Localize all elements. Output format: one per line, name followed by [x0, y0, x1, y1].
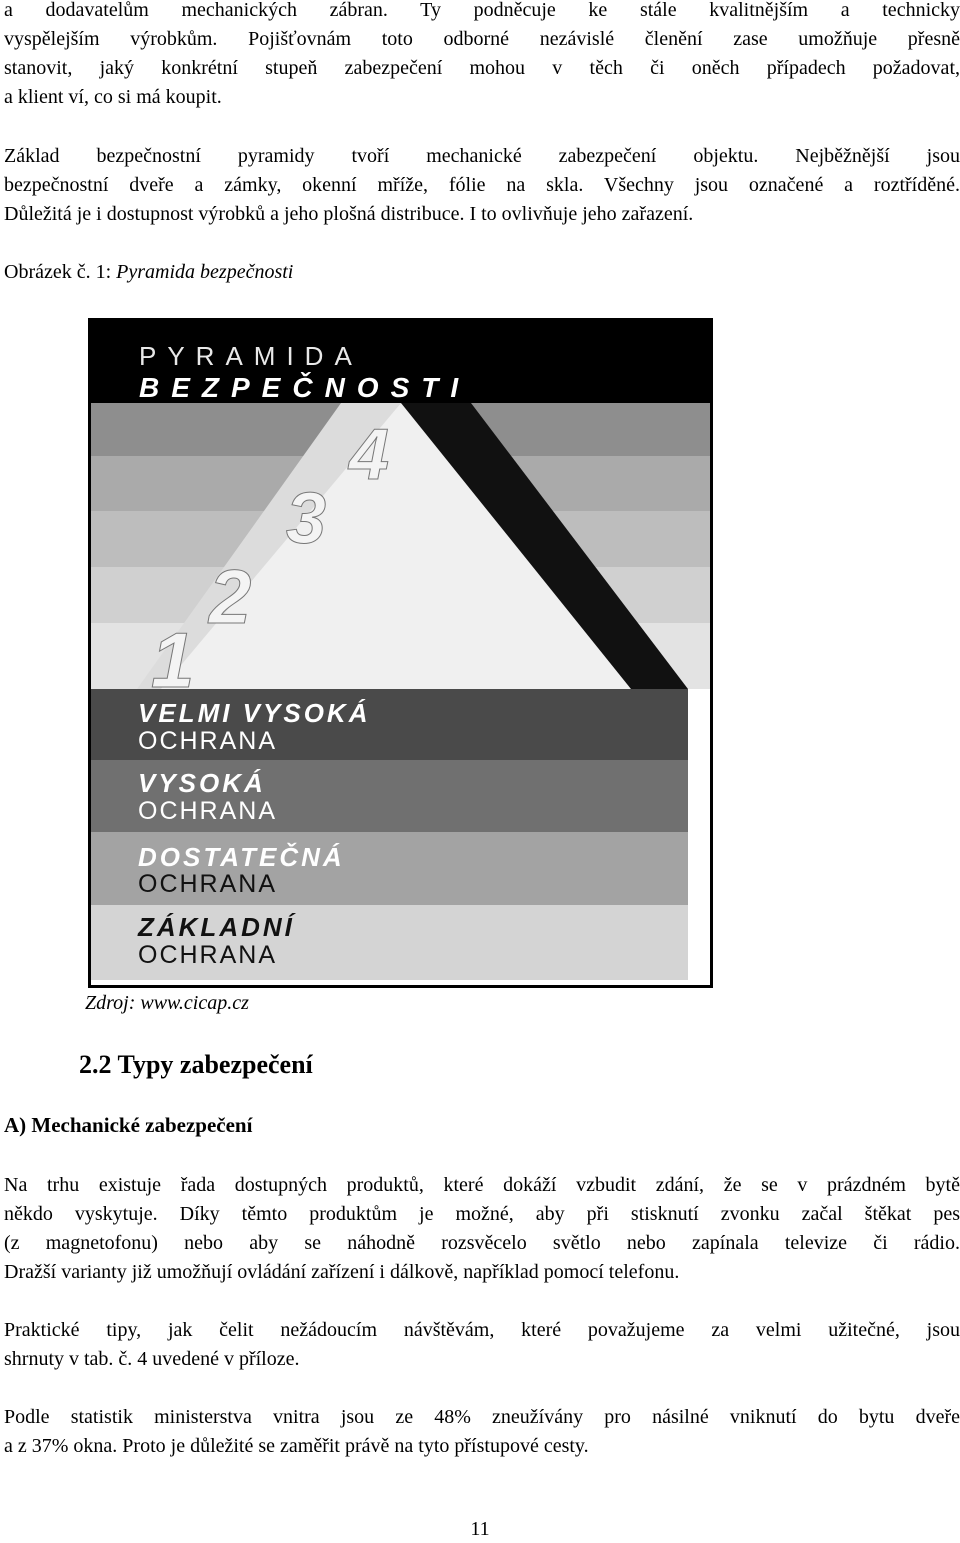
pyramid-title-line-1: PYRAMIDA — [139, 341, 363, 371]
security-pyramid-figure — [88, 318, 713, 988]
para3-line-4: Dražší varianty již umožňují ovládání zařízení i dálkově, například pomocí telefonu. — [4, 1261, 680, 1283]
level-basic-name: ZÁKLADNÍ — [138, 912, 295, 942]
para4-line-2: shrnuty v tab. č. 4 uvedené v příloze. — [4, 1348, 300, 1370]
para2-line-3: Důležitá je i dostupnost výrobků a jeho plošná distribuce. I to ovlivňuje jeho zařazení. — [4, 203, 694, 225]
intro-line-4: a klient ví, co si má koupit. — [4, 86, 222, 108]
level-high-suffix: OCHRANA — [138, 797, 278, 825]
section-title: 2.2 Typy zabezpečení — [79, 1050, 313, 1079]
page-number: 11 — [470, 1518, 490, 1540]
para5-line-2: a z 37% okna. Proto je důležité se zaměřit právě na tyto přístupové cesty. — [4, 1435, 589, 1457]
level-number-4: 4 — [349, 415, 390, 495]
level-very-high-name: VELMI VYSOKÁ — [138, 698, 371, 728]
figure-caption-title: Pyramida bezpečnosti — [116, 261, 294, 283]
level-very-high-suffix: OCHRANA — [138, 727, 278, 755]
level-number-2: 2 — [209, 555, 252, 640]
level-basic-suffix: OCHRANA — [138, 941, 278, 969]
para3-line-1: Na trhu existuje řada dostupných produktů, které dokáží vzbudit zdání, že se v prázdném bytě — [4, 1174, 960, 1196]
level-high-name: VYSOKÁ — [138, 768, 266, 798]
intro-line-3: stanovit, jaký konkrétní stupeň zabezpečení mohou v těch či oněch případech požadovat, — [4, 57, 960, 79]
pyramid-title-line-2: BEZPEČNOSTI — [139, 372, 471, 403]
para4-line-1: Praktické tipy, jak čelit nežádoucím návštěvám, které považujeme za velmi užitečné, jsou — [4, 1319, 960, 1341]
para2-line-1: Základ bezpečnostní pyramidy tvoří mechanické zabezpečení objektu. Nejběžnější jsou — [4, 145, 960, 167]
para2-line-2: bezpečnostní dveře a zámky, okenní mříže, fólie na skla. Všechny jsou označené a roztříděné. — [4, 174, 960, 196]
level-sufficient-name: DOSTATEČNÁ — [138, 842, 345, 872]
intro-line-2: vyspělejším výrobkům. Pojišťovnám toto odborné nezávislé členění zase umožňuje přesně — [4, 28, 960, 50]
level-sufficient-suffix: OCHRANA — [138, 870, 278, 898]
intro-line-1: a dodavatelům mechanických zábran. Ty podněcuje ke stále kvalitnějším a technicky — [4, 0, 960, 21]
figure-source: Zdroj: www.cicap.cz — [85, 992, 249, 1014]
para3-line-3: (z magnetofonu) nebo aby se náhodně rozsvěcelo světlo nebo zapínala televize či rádio. — [4, 1232, 960, 1254]
pyramid-graphic — [91, 321, 710, 985]
figure-caption — [4, 258, 293, 287]
level-number-1: 1 — [151, 616, 195, 704]
figure-caption-label: Obrázek č. 1: — [4, 261, 117, 283]
section-subtitle: A) Mechanické zabezpečení — [4, 1113, 253, 1137]
para3-line-2: někdo vyskytuje. Díky těmto produktům je možné, aby při stisknutí zvonku začal štěkat pes — [4, 1203, 960, 1225]
level-number-3: 3 — [286, 479, 327, 559]
para5-line-1: Podle statistik ministerstva vnitra jsou ze 48% zneužívány pro násilné vniknutí do bytu dveře — [4, 1406, 960, 1428]
